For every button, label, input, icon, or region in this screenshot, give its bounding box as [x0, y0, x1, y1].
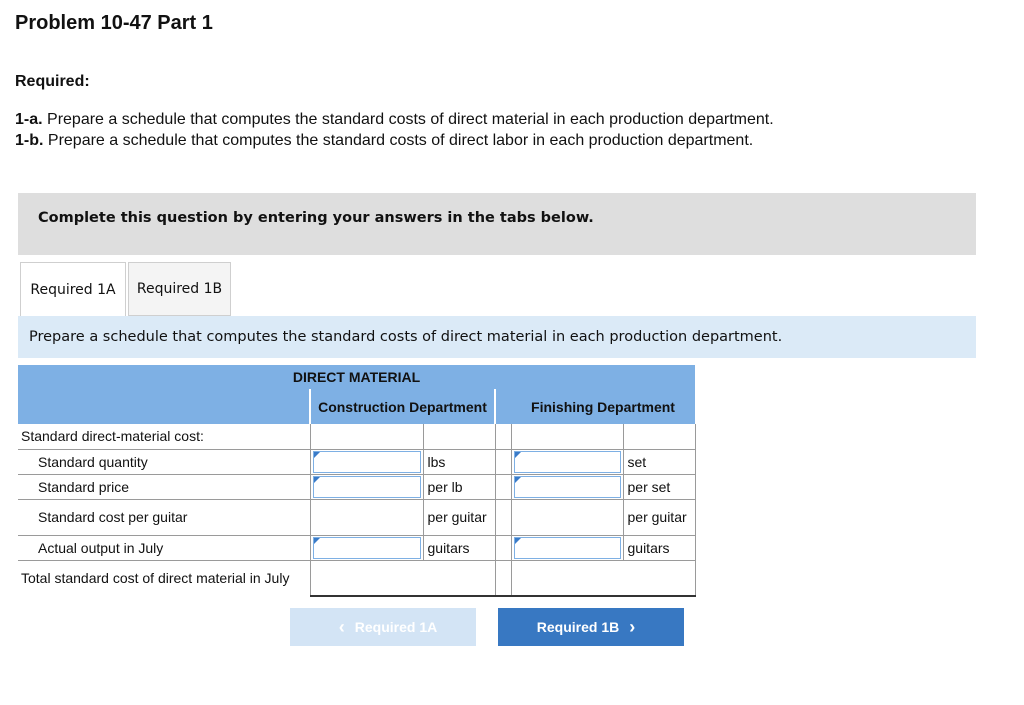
instruction-banner [18, 193, 976, 255]
empty-cell [495, 535, 511, 560]
header-gap [495, 389, 511, 424]
finishing-cost-per-guitar [511, 499, 623, 535]
requirement-1b-text: Prepare a schedule that computes the standard costs of direct labor in each production department. [43, 132, 754, 149]
tab-prompt-text: Prepare a schedule that computes the standard costs of direct material in each production department. [29, 329, 783, 345]
tab-prompt [18, 316, 976, 358]
table-row [18, 449, 695, 474]
empty-cell [495, 474, 511, 499]
finishing-price-input[interactable] [514, 476, 621, 498]
table-row [18, 535, 695, 560]
unit-label: set [623, 449, 695, 474]
column-header-finishing: Finishing Department [511, 389, 695, 424]
construction-price-input[interactable] [313, 476, 421, 498]
requirement-1b-key: 1-b. [15, 132, 44, 149]
column-header-construction: Construction Department [310, 389, 495, 424]
unit-label: per guitar [623, 499, 695, 535]
row-label: Standard quantity [18, 449, 310, 474]
unit-label: per set [623, 474, 695, 499]
total-label: Total standard cost of direct material in July [21, 570, 290, 587]
prev-tab-button[interactable] [290, 608, 476, 646]
required-heading: Required: [15, 73, 90, 90]
empty-cell [495, 424, 511, 449]
construction-output-input[interactable] [313, 537, 421, 559]
unit-label: per guitar [423, 499, 495, 535]
requirement-1a-text: Prepare a schedule that computes the standard costs of direct material in each production department. [42, 111, 774, 128]
unit-label: guitars [423, 535, 495, 560]
instruction-text: Complete this question by entering your answers in the tabs below. [38, 210, 594, 226]
problem-title: Problem 10-47 Part 1 [15, 12, 213, 34]
chevron-right-icon: › [629, 616, 636, 637]
finishing-output-input[interactable] [514, 537, 621, 559]
empty-cell [623, 424, 695, 449]
empty-cell [511, 424, 623, 449]
table-row-total [18, 560, 695, 596]
next-tab-button[interactable] [498, 608, 684, 646]
finishing-quantity-input[interactable] [514, 451, 621, 473]
row-label: Standard price [18, 474, 310, 499]
construction-total [310, 560, 495, 596]
section-label: Standard direct-material cost: [18, 424, 310, 449]
prev-tab-label: Required 1A [354, 619, 438, 635]
construction-cost-per-guitar [310, 499, 423, 535]
construction-quantity-input[interactable] [313, 451, 421, 473]
empty-cell [423, 424, 495, 449]
unit-label: per lb [423, 474, 495, 499]
empty-cell [495, 449, 511, 474]
requirement-1a [15, 111, 774, 129]
header-blank [18, 389, 310, 424]
requirement-1a-key: 1-a. [15, 111, 43, 128]
empty-cell [495, 560, 511, 596]
table-row [18, 474, 695, 499]
direct-material-table [18, 365, 696, 597]
row-label: Actual output in July [18, 535, 310, 560]
finishing-total [511, 560, 695, 596]
tab-required-1b[interactable]: Required 1B [128, 262, 231, 316]
tab-required-1a[interactable]: Required 1A [20, 262, 126, 317]
row-label: Standard cost per guitar [18, 499, 310, 535]
table-row [18, 499, 695, 535]
next-tab-label: Required 1B [536, 619, 620, 635]
unit-label: lbs [423, 449, 495, 474]
table-title: DIRECT MATERIAL [18, 365, 695, 389]
unit-label: guitars [623, 535, 695, 560]
requirement-1b [15, 132, 753, 150]
chevron-left-icon: ‹ [338, 616, 345, 637]
empty-cell [310, 424, 423, 449]
empty-cell [495, 499, 511, 535]
